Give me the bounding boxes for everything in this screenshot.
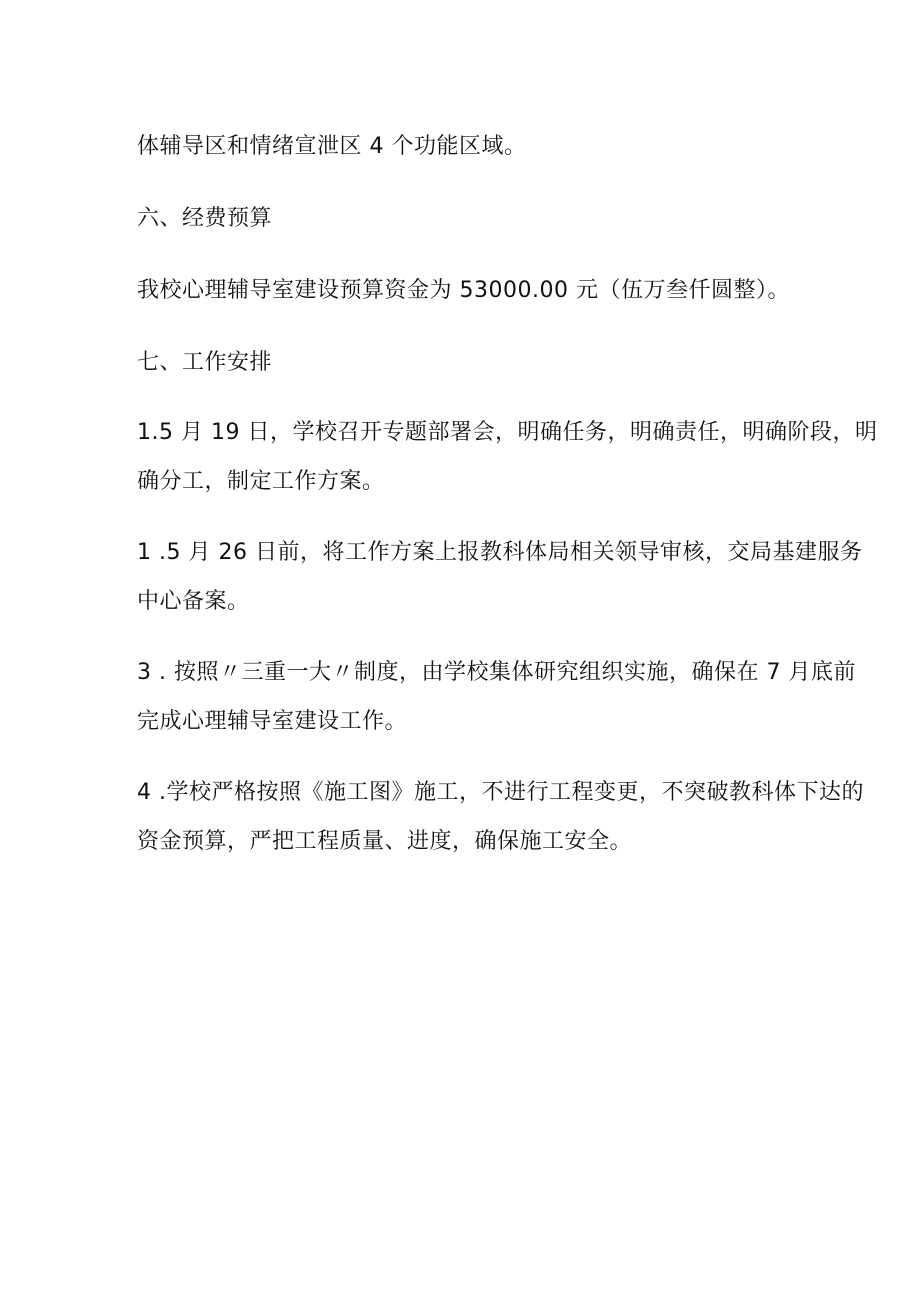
list-item-4-line-2: 资金预算，严把工程质量、进度，确保施工安全。 bbox=[137, 829, 633, 854]
list-item-2-line-2: 中心备案。 bbox=[137, 589, 250, 614]
paragraph-line-functional-areas: 体辅导区和情绪宣泄区 4 个功能区域。 bbox=[137, 134, 527, 159]
paragraph-line-budget-amount: 我校心理辅导室建设预算资金为 53000.00 元（伍万叁仟圆整）。 bbox=[137, 278, 790, 303]
list-item-1-line-1: 1.5 月 19 日，学校召开专题部署会，明确任务，明确责任，明确阶段，明 bbox=[137, 420, 878, 445]
section-heading-work-arrangement: 七、工作安排 bbox=[137, 350, 273, 375]
list-item-4-line-1: 4 .学校严格按照《施工图》施工，不进行工程变更，不突破教科体下达的 bbox=[137, 780, 864, 805]
section-heading-budget: 六、经费预算 bbox=[137, 206, 273, 231]
list-item-3-line-2: 完成心理辅导室建设工作。 bbox=[137, 709, 408, 734]
list-item-3-line-1: 3 . 按照〃三重一大〃制度，由学校集体研究组织实施，确保在 7 月底前 bbox=[137, 660, 856, 685]
list-item-1-line-2: 确分工，制定工作方案。 bbox=[137, 469, 385, 494]
list-item-2-line-1: 1 .5 月 26 日前，将工作方案上报教科体局相关领导审核，交局基建服务 bbox=[137, 540, 863, 565]
